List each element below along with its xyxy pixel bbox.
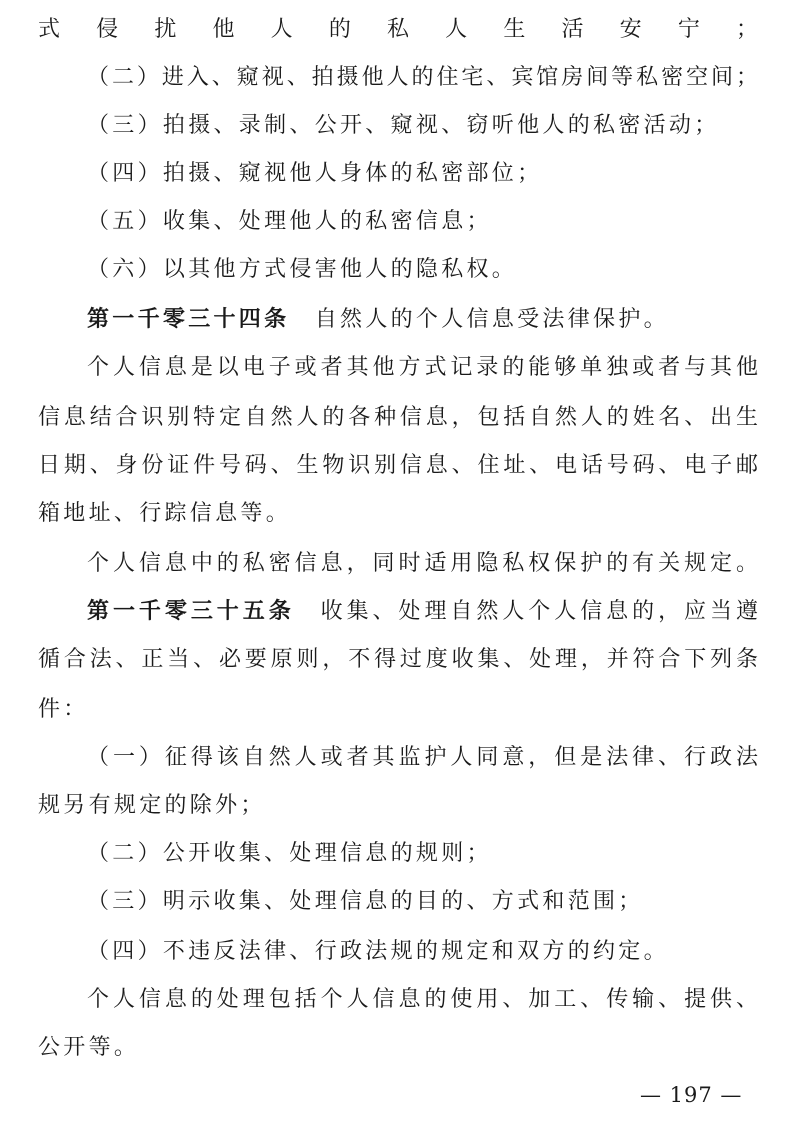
text-line: （六）以其他方式侵害他人的隐私权。 (87, 257, 518, 282)
text-line: 收集、处理自然人个人信息的，应当遵 (320, 599, 758, 624)
text-line: （五）收集、处理他人的私密信息； (87, 209, 492, 234)
text-line: 个人信息的处理包括个人信息的使用、加工、传输、提供、 (87, 987, 758, 1012)
page-number: — 197 — (640, 1083, 743, 1107)
text-line: 式侵扰他人的私人生活安宁； (38, 17, 758, 42)
text-line: （三）拍摄、录制、公开、窥视、窃听他人的私密活动； (87, 113, 720, 138)
text-line: （一）征得该自然人或者其监护人同意，但是法律、行政法 (87, 745, 758, 770)
text-line: 个人信息是以电子或者其他方式记录的能够单独或者与其他 (87, 355, 758, 380)
text-line: 件： (38, 697, 89, 722)
text-line: 日期、身份证件号码、生物识别信息、住址、电话号码、电子邮 (38, 453, 758, 478)
text-line: 箱地址、行踪信息等。 (38, 501, 292, 526)
text-line: （三）明示收集、处理信息的目的、方式和范围； (87, 889, 644, 914)
text-line: （二）进入、窥视、拍摄他人的住宅、宾馆房间等私密空间； (87, 65, 758, 90)
text-line: 循合法、正当、必要原则，不得过度收集、处理，并符合下列条 (38, 647, 758, 672)
article-1035-title: 第一千零三十五条 (87, 599, 295, 624)
text-line: 规另有规定的除外； (38, 793, 266, 818)
text-line: （四）不违反法律、行政法规的规定和双方的约定。 (87, 939, 669, 964)
text-line: 公开等。 (38, 1035, 140, 1060)
article-1035-line (87, 597, 758, 627)
article-1034-line (87, 305, 669, 335)
text-line: 信息结合识别特定自然人的各种信息，包括自然人的姓名、出生 (38, 405, 758, 430)
text-line: （四）拍摄、窥视他人身体的私密部位； (87, 161, 543, 186)
text-line: （二）公开收集、处理信息的规则； (87, 841, 492, 866)
text-line: 个人信息中的私密信息，同时适用隐私权保护的有关规定。 (87, 551, 758, 576)
text-line: 自然人的个人信息受法律保护。 (314, 307, 669, 332)
article-1034-title: 第一千零三十四条 (87, 307, 290, 332)
